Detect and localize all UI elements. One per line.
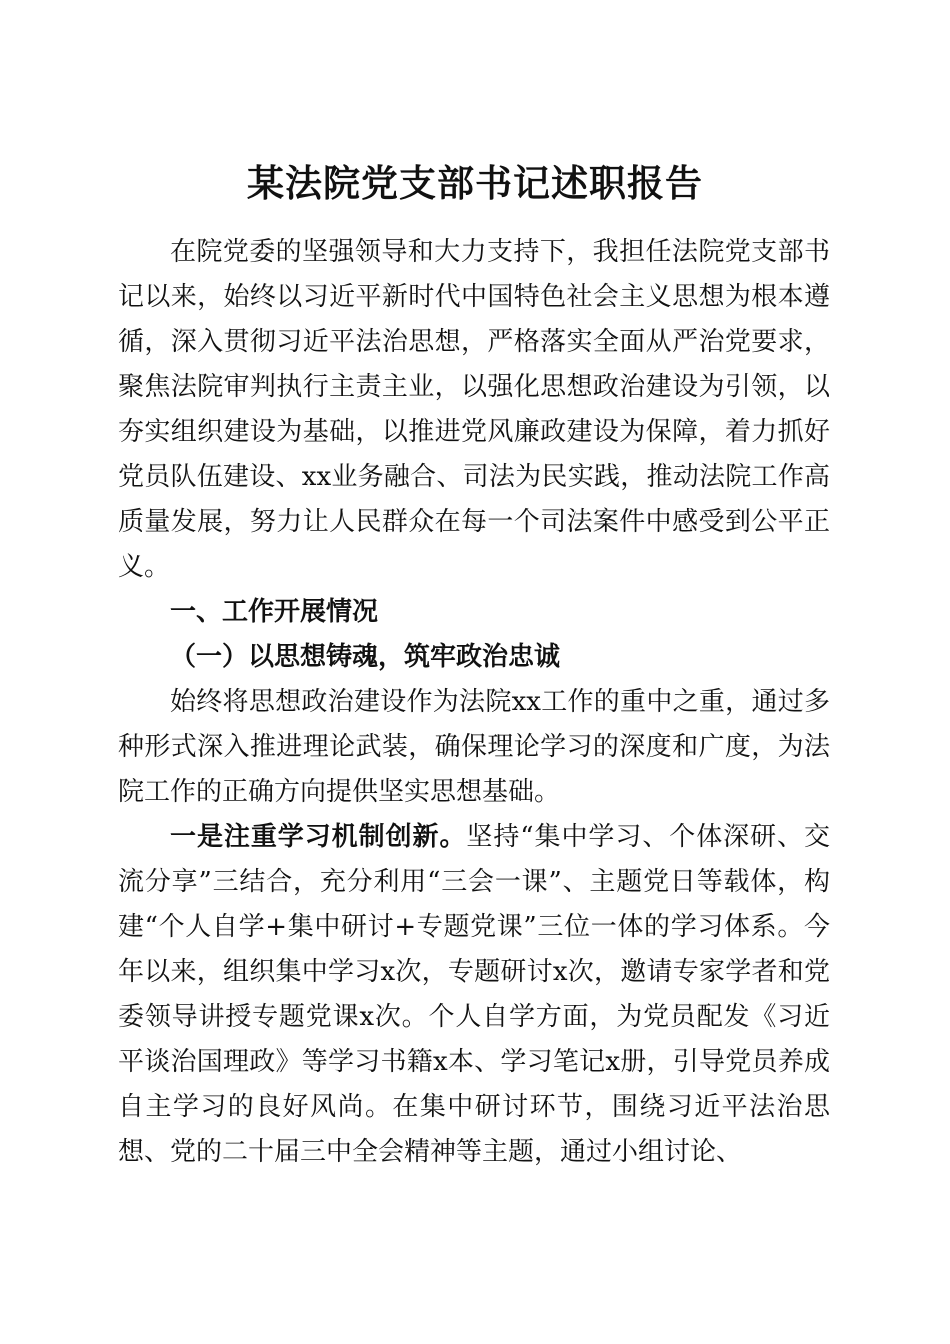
point-paragraph: [118, 815, 830, 1175]
section-heading: 一、工作开展情况: [170, 597, 379, 627]
point-body: 坚持“集中学习、个体深研、交流分享”三结合，充分利用“三会一课”、主题党日等载体，构建“个人自学+集中研讨+专题党课”三位一体的学习体系。今年以来，组织集中学习x次，专题研讨x次，邀请专家学者和党委领导讲授专题党课x次。个人自学方面，为党员配发《习近平谈治国理政》等学习书籍x本、学习笔记x册，引导党员养成自主学习的良好风尚。在集中研讨环节，围绕习近平法治思想、党的二十届三中全会精神等主题，通过小组讨论、: [118, 822, 830, 1167]
document-title: 某法院党支部书记述职报告: [247, 160, 703, 205]
intro-paragraph: 在院党委的坚强领导和大力支持下，我担任法院党支部书记以来，始终以习近平新时代中国特色社会主义思想为根本遵循，深入贯彻习近平法治思想，严格落实全面从严治党要求，聚焦法院审判执行主责主业，以强化思想政治建设为引领，以夯实组织建设为基础，以推进党风廉政建设为保障，着力抓好党员队伍建设、xx业务融合、司法为民实践，推动法院工作高质量发展，努力让人民群众在每一个司法案件中感受到公平正义。: [118, 237, 830, 582]
subsection-paragraph: 始终将思想政治建设作为法院xx工作的重中之重，通过多种形式深入推进理论武装，确保理论学习的深度和广度，为法院工作的正确方向提供坚实思想基础。: [118, 687, 830, 807]
subsection-heading: （一）以思想铸魂，筑牢政治忠诚: [170, 642, 561, 672]
point-lead: 一是注重学习机制创新。: [170, 822, 467, 852]
document-body: [118, 230, 830, 1175]
